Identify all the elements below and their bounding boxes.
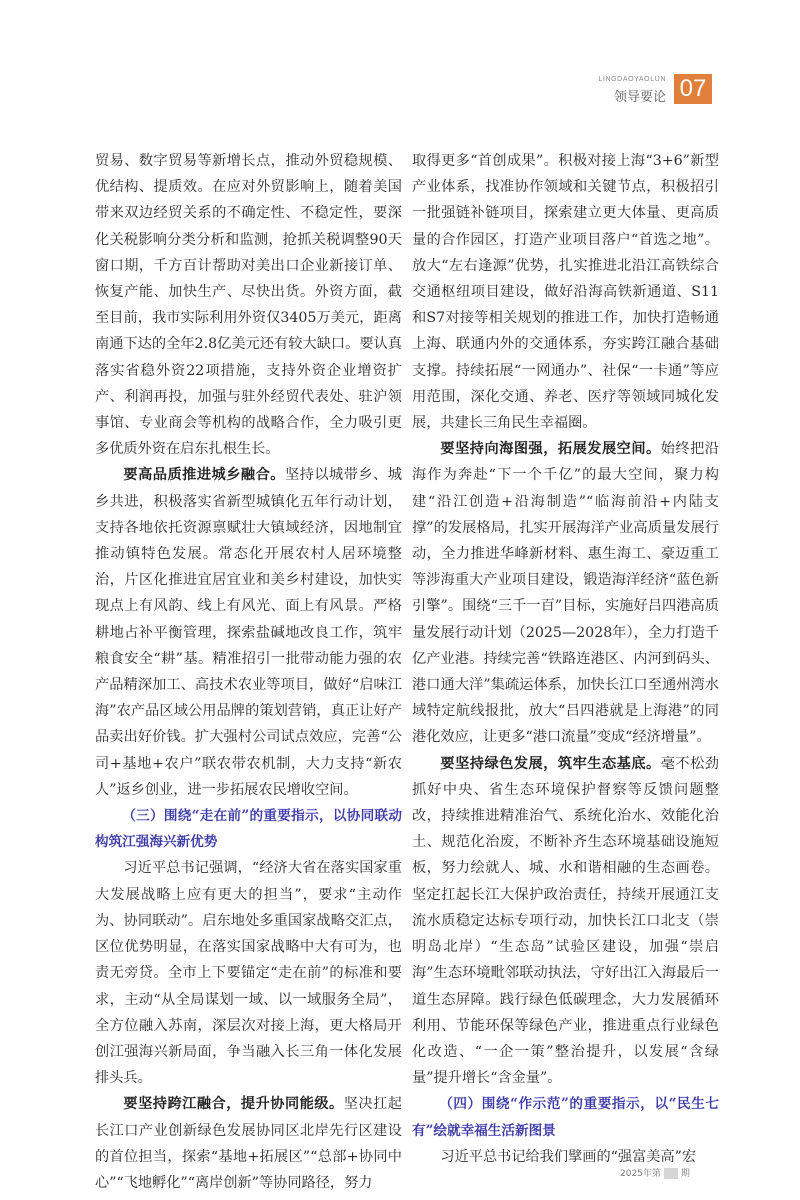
paragraph-lead: 要高品质推进城乡融合。 [123,467,285,484]
section-heading: （三）围绕“走在前”的重要指示，以协同联动构筑江强海兴新优势 [95,808,402,851]
paragraph: 习近平总书记给我们擘画的“强富美高”宏 [440,1148,697,1165]
footer-issue-prefix: 第 [651,1169,661,1179]
paragraph-body: 坚决扛起长江口产业创新绿色发展协同区北岸先行区建设的首位担当，探索“基地+拓展区”“总部+协同中心”“飞地孵化”“离岸创新”等协同路径，努力 [95,1096,402,1191]
paragraph: 取得更多“首创成果”。积极对接上海“3+6”新型产业体系，找准协作领域和关键节点，积极招引一批强链补链项目，探索建立更大体量、更高质量的合作园区，打造产业项目落户“首选之地”。放大“左右逢源”优势，扎实推进北沿江高铁综合交通枢纽项目建设，做好沿海高铁新通道、S11和S7对接等相关规划的推进工作，加快打造畅通上海、联通内外的交通体系，夯实跨江融合基础支撑。持续拓展“一网通办”、社保“一卡通”等应用范围，深化交通、养老、医疗等领域同城化发展，共建长三角民生幸福圈。 [412,153,719,432]
page-number: 07 [674,74,712,104]
right-column [412,148,719,1170]
left-column [95,148,402,1196]
footer-issue-suffix: 期 [680,1169,690,1179]
paragraph-body: 坚持以城带乡、城乡共进，积极落实省新型城镇化五年行动计划，支持各地依托资源禀赋壮大镇域经济，因地制宜推动镇特色发展。常态化开展农村人居环境整治，片区化推进宜居宜业和美乡村建设，加快实现点上有风韵、线上有风光、面上有风景。严格耕地占补平衡管理，探索盐碱地改良工作，筑牢粮食安全“耕”基。精准招引一批带动能力强的农产品精深加工、高技术农业等项目，做好“启味江海”农产品区域公用品牌的策划营销，真正让好产品卖出好价钱。扩大强村公司试点效应，完善“公司+基地+农户”联农带农机制，大力支持“新农人”返乡创业，进一步拓展农民增收空间。 [95,467,402,798]
paragraph [412,751,719,1092]
paragraph [95,1091,402,1196]
paragraph-body: 始终把沿海作为奔赴“下一个千亿”的最大空间，聚力构建“沿江创造+沿海制造”“临海前沿+内陆支撑”的发展格局，扎实开展海洋产业高质量发展行动，全力推进华峰新材料、惠生海工、豪迈重工等涉海重大产业项目建设，锻造海洋经济“蓝色新引擎”。围绕“三千一百”目标，实施好吕四港高质量发展行动计划（2025—2028年），全力打造千亿产业港。持续完善“铁路连港区、内河到码头、港口通大洋”集疏运体系，加快长江口至通州湾水域特定航线报批，放大“吕四港就是上海港”的同港化效应，让更多“港口流量”变成“经济增量”。 [412,441,719,746]
footer-year: 2025年 [620,1169,652,1179]
paragraph [95,462,402,803]
section-heading: （四）围绕“作示范”的重要指示，以“民生七有”绘就幸福生活新图景 [412,1096,719,1139]
paragraph: 贸易、数字贸易等新增长点，推动外贸稳规模、优结构、提质效。在应对外贸影响上，随着美国带来双边经贸关系的不确定性、不稳定性，要深化关税影响分类分析和监测，抢抓关税调整90天窗口期，千方百计帮助对美出口企业新接订单、恢复产能、加快生产、尽快出货。外资方面，截至目前，我市实际利用外资仅3405万美元，距离南通下达的全年2.8亿美元还有较大缺口。要认真落实省稳外资22项措施，支持外资企业增资扩产、利润再投，加强与驻外经贸代表处、驻沪领事馆、专业商会等机构的战略合作，全力吸引更多优质外资在启东扎根生长。 [95,153,402,458]
footer-issue-number: 05 [665,1169,677,1178]
issue-footer [620,1166,690,1179]
section-pinyin: LINGDAOYAOLUN [598,76,666,83]
paragraph-lead: 要坚持向海图强，拓展发展空间。 [440,441,661,458]
paragraph-lead: 要坚持绿色发展，筑牢生态基底。 [440,755,661,772]
paragraph-lead: 要坚持跨江融合，提升协同能级。 [123,1096,344,1113]
paragraph-body: 毫不松劲抓好中央、省生态环境保护督察等反馈问题整改，持续推进精准治气、系统化治水、效能化治土、规范化治废，不断补齐生态环境基础设施短板，努力绘就人、城、水和谐相融的生态画卷。坚定扛起长江大保护政治责任，持续开展通江支流水质稳定达标专项行动，加快长江口北支（崇明岛北岸）“生态岛”试验区建设，加强“崇启海”生态环境毗邻联动执法，守好出江入海最后一道生态屏障。践行绿色低碳理念，大力发展循环利用、节能环保等绿色产业，推进重点行业绿色化改造、“一企一策”整治提升，以发展“含绿量”提升增长“含金量”。 [412,755,719,1087]
paragraph [412,436,719,750]
section-title: 领导要论 [613,90,666,105]
paragraph: 习近平总书记强调，“经济大省在落实国家重大发展战略上应有更大的担当”，要求“主动作为、协同联动”。启东地处多重国家战略交汇点，区位优势明显，在落实国家战略中大有可为，也责无旁贷。全市上下要锚定“走在前”的标准和要求，主动“从全局谋划一域、以一域服务全局”，全方位融入苏南，深层次对接上海，更大格局开创江强海兴新局面，争当融入长三角一体化发展排头兵。 [95,860,402,1087]
